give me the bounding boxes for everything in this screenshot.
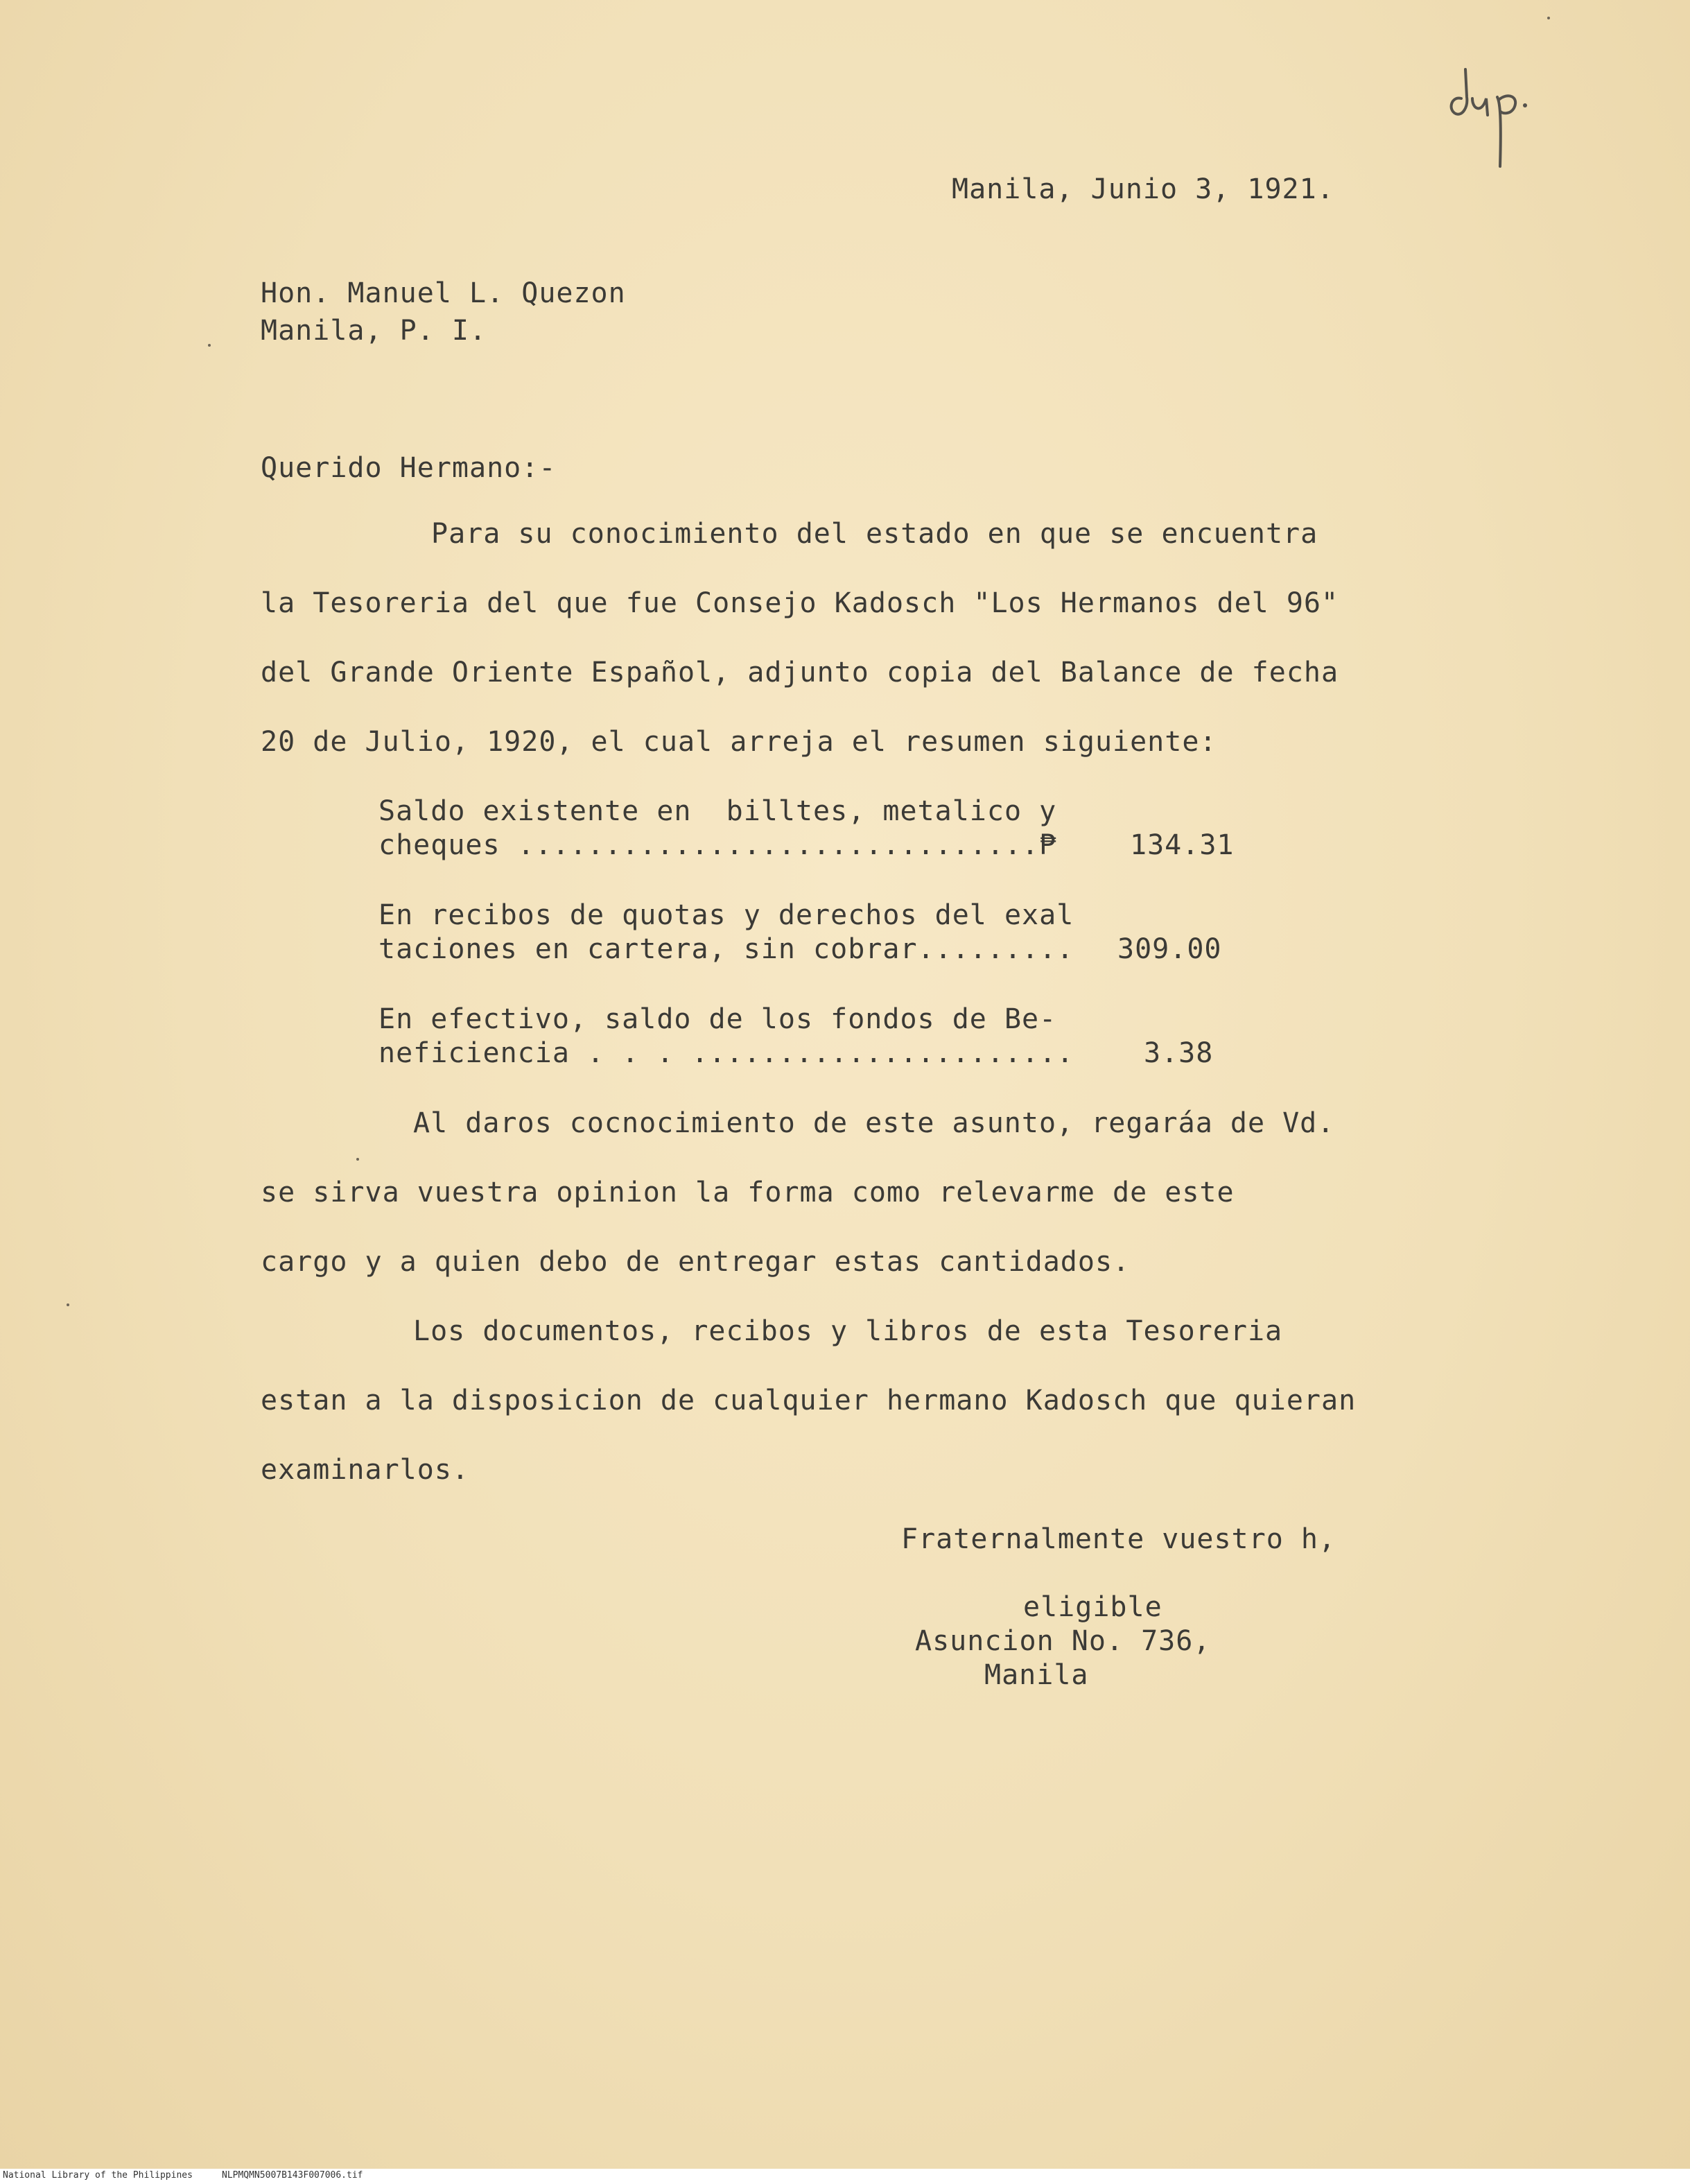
- paragraph-2-line: cargo y a quien debo de entregar estas cantidados.: [261, 1246, 1131, 1278]
- summary-entry-text: cheques ..............................₱: [378, 829, 1057, 861]
- summary-entry-text: taciones en cartera, sin cobrar.........: [378, 933, 1074, 965]
- footer-file-id: NLPMQMN5007B143F007006.tif: [222, 2170, 363, 2181]
- closing: Fraternalmente vuestro h,: [901, 1523, 1336, 1555]
- handwritten-dup-note: [1442, 55, 1546, 180]
- paragraph-1-line: 20 de Julio, 1920, el cual arreja el resumen siguiente:: [261, 726, 1217, 758]
- paper-speck: [356, 1158, 359, 1161]
- paragraph-2-line: Al daros cocnocimiento de este asunto, regaráa de Vd.: [413, 1107, 1335, 1139]
- salutation: Querido Hermano:-: [261, 452, 557, 484]
- signature-line: Manila: [984, 1659, 1089, 1691]
- recipient-address: Manila, P. I.: [261, 315, 487, 347]
- summary-entry-text: En efectivo, saldo de los fondos de Be-: [378, 1003, 1057, 1035]
- summary-entry-text: En recibos de quotas y derechos del exal: [378, 899, 1074, 931]
- recipient-name: Hon. Manuel L. Quezon: [261, 277, 626, 309]
- paper-speck: [208, 344, 211, 347]
- paragraph-1-line: Para su conocimiento del estado en que se encuentra: [431, 518, 1318, 550]
- paragraph-3-line: examinarlos.: [261, 1454, 469, 1486]
- paragraph-1-line: del Grande Oriente Español, adjunto copia del Balance de fecha: [261, 657, 1339, 688]
- paper-speck: [1547, 17, 1550, 19]
- signature-line: eligible: [1023, 1591, 1162, 1623]
- summary-entry-amount: 134.31: [1130, 829, 1235, 861]
- summary-entry-amount: 3.38: [1144, 1037, 1214, 1069]
- paragraph-3-line: Los documentos, recibos y libros de esta Tesoreria: [413, 1315, 1283, 1347]
- summary-entry-text: neficiencia . . . ......................: [378, 1037, 1074, 1069]
- summary-entry-amount: 309.00: [1117, 933, 1222, 965]
- paragraph-1-line: la Tesoreria del que fue Consejo Kadosch "Los Hermanos del 96": [261, 587, 1339, 619]
- paper-speck: [67, 1303, 69, 1306]
- footer-library: National Library of the Philippines: [3, 2170, 193, 2181]
- paragraph-3-line: estan a la disposicion de cualquier hermano Kadosch que quieran: [261, 1385, 1357, 1416]
- paragraph-2-line: se sirva vuestra opinion la forma como relevarme de este: [261, 1177, 1235, 1208]
- letter-date: Manila, Junio 3, 1921.: [952, 173, 1334, 205]
- signature-line: Asuncion No. 736,: [915, 1625, 1211, 1657]
- summary-entry-text: Saldo existente en billtes, metalico y: [378, 795, 1057, 827]
